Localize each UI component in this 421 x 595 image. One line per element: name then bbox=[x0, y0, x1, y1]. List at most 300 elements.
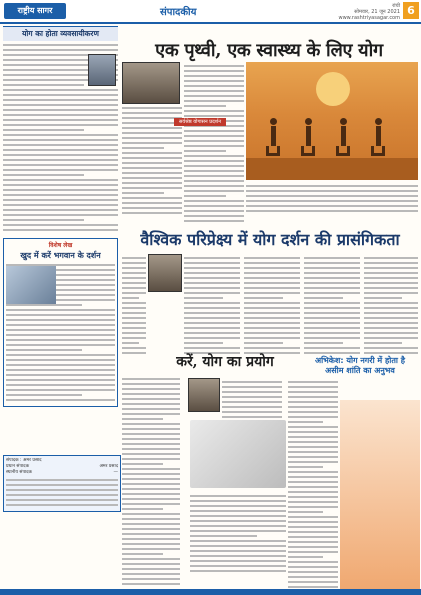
text-line bbox=[122, 488, 180, 490]
left-article-body bbox=[3, 44, 118, 234]
date-block bbox=[330, 3, 400, 21]
text-line bbox=[6, 324, 115, 326]
text-line bbox=[288, 421, 323, 423]
main-article-col-2 bbox=[184, 62, 244, 225]
text-line bbox=[122, 443, 180, 445]
text-line bbox=[244, 337, 300, 339]
text-line bbox=[222, 381, 282, 383]
text-line bbox=[122, 423, 180, 425]
text-line bbox=[122, 117, 182, 119]
text-line bbox=[244, 322, 300, 324]
text-line bbox=[288, 546, 338, 548]
text-line bbox=[6, 484, 118, 486]
text-line bbox=[184, 332, 240, 334]
page-number: 6 bbox=[403, 2, 419, 19]
masthead bbox=[0, 0, 421, 24]
text-line bbox=[244, 282, 300, 284]
text-line bbox=[288, 571, 338, 573]
text-line bbox=[190, 535, 257, 537]
feature-image bbox=[6, 266, 56, 304]
text-line bbox=[122, 393, 180, 395]
text-line bbox=[246, 200, 418, 202]
text-line bbox=[184, 272, 240, 274]
text-line bbox=[288, 401, 338, 403]
text-line bbox=[3, 84, 84, 86]
text-line bbox=[288, 501, 338, 503]
text-line bbox=[122, 383, 180, 385]
text-line bbox=[364, 307, 418, 309]
text-line bbox=[122, 498, 180, 500]
imprint-row: स्थानीय संपादक — bbox=[6, 470, 118, 475]
text-line bbox=[304, 262, 360, 264]
text-line bbox=[6, 374, 115, 376]
text-line bbox=[244, 342, 283, 344]
text-line bbox=[288, 391, 338, 393]
text-line bbox=[288, 431, 338, 433]
text-line bbox=[184, 140, 244, 142]
text-line bbox=[288, 406, 338, 408]
sub-article-col-1 bbox=[184, 254, 240, 357]
text-line bbox=[288, 581, 338, 583]
date-text: सोमवार, 21 जून 2021 bbox=[354, 9, 400, 15]
text-line bbox=[3, 214, 118, 216]
text-line bbox=[304, 307, 360, 309]
sun-shape bbox=[316, 72, 350, 106]
website-url: www.rashtriyasagar.com bbox=[338, 15, 400, 21]
text-line bbox=[6, 334, 115, 336]
text-line bbox=[122, 533, 180, 535]
text-line bbox=[364, 302, 418, 304]
text-line bbox=[122, 327, 146, 329]
sub-article-col-2 bbox=[244, 254, 300, 357]
text-line bbox=[304, 267, 360, 269]
hero-yoga-image bbox=[246, 62, 418, 180]
author-photo bbox=[88, 54, 116, 86]
text-line bbox=[122, 478, 180, 480]
text-line bbox=[6, 369, 115, 371]
text-line bbox=[122, 518, 180, 520]
text-line bbox=[3, 184, 118, 186]
text-line bbox=[122, 408, 180, 410]
text-line bbox=[122, 302, 146, 304]
text-line bbox=[184, 180, 244, 182]
text-line bbox=[122, 573, 180, 575]
text-line bbox=[190, 570, 286, 572]
text-line bbox=[184, 70, 244, 72]
text-line bbox=[364, 287, 418, 289]
feature-title-text: खुद में करें भगवान के दर्शन bbox=[20, 251, 101, 260]
feature-title bbox=[6, 250, 115, 261]
text-line bbox=[122, 137, 182, 139]
text-line bbox=[122, 403, 180, 405]
columnist-photo-3 bbox=[188, 378, 220, 412]
text-line bbox=[288, 566, 338, 568]
text-line bbox=[246, 185, 418, 187]
text-line bbox=[364, 262, 418, 264]
text-line bbox=[6, 364, 115, 366]
text-line bbox=[122, 347, 146, 349]
text-line bbox=[122, 157, 182, 159]
text-line bbox=[288, 551, 338, 553]
yoga-figure bbox=[301, 118, 315, 158]
text-line bbox=[122, 493, 180, 495]
text-line bbox=[288, 526, 338, 528]
yoga-figure bbox=[371, 118, 385, 158]
text-line bbox=[122, 107, 182, 109]
bottom-col-3 bbox=[190, 492, 286, 575]
text-line bbox=[6, 344, 115, 346]
text-line bbox=[3, 204, 118, 206]
text-line bbox=[288, 481, 338, 483]
text-line bbox=[122, 332, 146, 334]
text-line bbox=[122, 292, 146, 294]
text-line bbox=[288, 506, 338, 508]
text-line bbox=[6, 389, 115, 391]
text-line bbox=[6, 339, 115, 341]
text-line bbox=[3, 99, 118, 101]
imprint-box bbox=[3, 455, 121, 512]
text-line bbox=[122, 172, 182, 174]
text-line bbox=[122, 473, 180, 475]
left-column bbox=[3, 26, 118, 407]
text-line bbox=[190, 530, 286, 532]
text-line bbox=[6, 489, 118, 491]
text-line bbox=[288, 491, 338, 493]
text-line bbox=[122, 167, 182, 169]
text-line bbox=[190, 515, 286, 517]
text-line bbox=[122, 257, 146, 259]
text-line bbox=[3, 209, 118, 211]
text-line bbox=[184, 307, 240, 309]
text-line bbox=[122, 578, 180, 580]
date-city: रांची bbox=[392, 3, 400, 9]
text-line bbox=[364, 272, 418, 274]
text-line bbox=[122, 352, 146, 354]
text-line bbox=[3, 174, 84, 176]
text-line bbox=[122, 438, 180, 440]
text-line bbox=[184, 297, 223, 299]
text-line bbox=[184, 175, 244, 177]
text-line bbox=[122, 127, 182, 129]
text-line bbox=[288, 536, 338, 538]
text-line bbox=[304, 312, 360, 314]
text-line bbox=[3, 199, 118, 201]
imprint-line: संपादक : अमर प्रसाद bbox=[6, 458, 42, 463]
hero-caption: सर्वश्रेष्ठ योगासन प्रदर्शन bbox=[174, 118, 226, 126]
text-line bbox=[222, 391, 282, 393]
text-line bbox=[246, 190, 418, 192]
text-line bbox=[6, 349, 82, 351]
text-line bbox=[288, 511, 323, 513]
text-line bbox=[6, 384, 115, 386]
sub-article-col-0 bbox=[122, 254, 146, 357]
text-line bbox=[244, 302, 300, 304]
text-line bbox=[222, 416, 282, 418]
text-line bbox=[3, 134, 118, 136]
text-line bbox=[122, 563, 180, 565]
text-line bbox=[122, 192, 164, 194]
feature-box bbox=[3, 238, 118, 407]
text-line bbox=[364, 277, 418, 279]
text-line bbox=[184, 145, 244, 147]
text-line bbox=[244, 262, 300, 264]
text-line bbox=[244, 317, 300, 319]
text-line bbox=[122, 453, 180, 455]
text-line bbox=[122, 428, 180, 430]
text-line bbox=[3, 149, 118, 151]
text-line bbox=[122, 558, 180, 560]
text-line bbox=[122, 378, 180, 380]
text-line bbox=[184, 150, 226, 152]
text-line bbox=[184, 95, 244, 97]
text-line bbox=[288, 516, 338, 518]
text-line bbox=[244, 347, 300, 349]
text-line bbox=[3, 179, 118, 181]
text-line bbox=[184, 337, 240, 339]
text-line bbox=[184, 215, 244, 217]
text-line bbox=[304, 337, 360, 339]
columnist-photo-2 bbox=[148, 254, 182, 292]
sub-article-col-4 bbox=[364, 254, 418, 357]
text-line bbox=[122, 418, 163, 420]
text-line bbox=[304, 352, 360, 354]
text-line bbox=[304, 282, 360, 284]
text-line bbox=[122, 317, 146, 319]
text-line bbox=[122, 272, 146, 274]
text-line bbox=[288, 496, 338, 498]
text-line bbox=[288, 396, 338, 398]
text-line bbox=[184, 135, 244, 137]
text-line bbox=[184, 65, 244, 67]
text-line bbox=[122, 468, 180, 470]
text-line bbox=[288, 476, 338, 478]
text-line bbox=[122, 262, 146, 264]
text-line bbox=[364, 312, 418, 314]
text-line bbox=[122, 122, 182, 124]
text-line bbox=[246, 195, 418, 197]
text-line bbox=[122, 398, 180, 400]
section-title: संपादकीय bbox=[160, 7, 197, 18]
text-line bbox=[190, 525, 286, 527]
text-line bbox=[3, 124, 118, 126]
text-line bbox=[244, 267, 300, 269]
text-line bbox=[6, 399, 115, 401]
text-line bbox=[3, 219, 84, 221]
text-line bbox=[244, 327, 300, 329]
text-line bbox=[184, 85, 244, 87]
text-line bbox=[190, 565, 286, 567]
masthead-logo: राष्ट्रीय सागर bbox=[4, 3, 66, 19]
text-line bbox=[244, 297, 283, 299]
text-line bbox=[3, 164, 118, 166]
text-line bbox=[288, 416, 338, 418]
text-line bbox=[122, 307, 146, 309]
text-line bbox=[3, 94, 118, 96]
text-line bbox=[184, 200, 244, 202]
text-line bbox=[288, 451, 338, 453]
text-line bbox=[222, 396, 282, 398]
text-line bbox=[184, 277, 240, 279]
text-line bbox=[288, 461, 338, 463]
text-line bbox=[184, 257, 240, 259]
text-line bbox=[288, 486, 338, 488]
text-line bbox=[6, 359, 115, 361]
side-headline: अभिकेश: योग नगरी में होता है असीम शांति का अनुभव bbox=[314, 356, 405, 375]
text-line bbox=[184, 170, 244, 172]
text-line bbox=[304, 257, 360, 259]
text-line bbox=[184, 80, 244, 82]
text-line bbox=[364, 322, 418, 324]
text-line bbox=[184, 100, 244, 102]
text-line bbox=[288, 386, 338, 388]
text-line bbox=[184, 287, 240, 289]
text-line bbox=[222, 411, 282, 413]
hero-below-text bbox=[246, 182, 418, 215]
text-line bbox=[122, 197, 182, 199]
text-line bbox=[244, 287, 300, 289]
text-line bbox=[122, 152, 182, 154]
text-line bbox=[304, 317, 360, 319]
imprint-row: प्रधान संपादक अमर प्रसाद bbox=[6, 464, 118, 469]
text-line bbox=[122, 508, 163, 510]
text-line bbox=[184, 195, 226, 197]
text-line bbox=[244, 277, 300, 279]
text-line bbox=[288, 446, 338, 448]
text-line bbox=[184, 155, 244, 157]
text-line bbox=[3, 139, 118, 141]
text-line bbox=[122, 147, 164, 149]
text-line bbox=[184, 302, 240, 304]
text-line bbox=[364, 342, 402, 344]
text-line bbox=[288, 561, 338, 563]
text-line bbox=[6, 394, 82, 396]
text-line bbox=[122, 553, 163, 555]
text-line bbox=[6, 479, 118, 481]
text-line bbox=[190, 520, 286, 522]
text-line bbox=[6, 314, 115, 316]
text-line bbox=[190, 550, 286, 552]
text-line bbox=[122, 187, 182, 189]
text-line bbox=[184, 267, 240, 269]
text-line bbox=[364, 317, 418, 319]
text-line bbox=[304, 327, 360, 329]
text-line bbox=[288, 466, 323, 468]
text-line bbox=[222, 386, 282, 388]
text-line bbox=[184, 317, 240, 319]
text-line bbox=[288, 381, 338, 383]
yoga-figure bbox=[266, 118, 280, 158]
text-line bbox=[3, 159, 118, 161]
text-line bbox=[364, 332, 418, 334]
text-line bbox=[184, 342, 223, 344]
text-line bbox=[304, 297, 343, 299]
text-line bbox=[288, 576, 338, 578]
text-line bbox=[6, 354, 115, 356]
text-line bbox=[184, 327, 240, 329]
text-line bbox=[304, 277, 360, 279]
text-line bbox=[122, 433, 180, 435]
text-line bbox=[184, 185, 244, 187]
text-line bbox=[184, 220, 244, 222]
text-line bbox=[364, 292, 418, 294]
text-line bbox=[288, 586, 338, 588]
text-line bbox=[6, 309, 115, 311]
text-line bbox=[190, 510, 286, 512]
text-line bbox=[288, 426, 338, 428]
text-line bbox=[364, 352, 418, 354]
text-line bbox=[122, 458, 180, 460]
text-line bbox=[184, 292, 240, 294]
text-line bbox=[190, 495, 286, 497]
text-line bbox=[122, 388, 180, 390]
text-line bbox=[3, 154, 118, 156]
text-line bbox=[190, 540, 286, 542]
sub-article-col-3 bbox=[304, 254, 360, 357]
text-line bbox=[184, 110, 244, 112]
text-line bbox=[122, 287, 146, 289]
yoga-outdoor-image bbox=[340, 400, 420, 590]
text-line bbox=[122, 483, 180, 485]
text-line bbox=[184, 115, 244, 117]
text-line bbox=[222, 401, 282, 403]
text-line bbox=[304, 292, 360, 294]
bottom-col-2 bbox=[222, 378, 282, 421]
text-line bbox=[122, 282, 146, 284]
text-line bbox=[184, 190, 244, 192]
text-line bbox=[184, 105, 226, 107]
text-line bbox=[364, 297, 402, 299]
text-line bbox=[6, 304, 82, 306]
text-line bbox=[184, 165, 244, 167]
text-line bbox=[304, 342, 343, 344]
text-line bbox=[3, 104, 118, 106]
text-line bbox=[6, 379, 115, 381]
bottom-col-4 bbox=[288, 378, 338, 591]
text-line bbox=[288, 471, 338, 473]
text-line bbox=[288, 441, 338, 443]
text-line bbox=[122, 513, 180, 515]
text-line bbox=[184, 205, 244, 207]
text-line bbox=[122, 503, 180, 505]
text-line bbox=[288, 456, 338, 458]
bottom-col-1 bbox=[122, 375, 180, 588]
text-line bbox=[122, 463, 163, 465]
text-line bbox=[288, 436, 338, 438]
text-line bbox=[122, 277, 146, 279]
main-headline: एक पृथ्वी, एक स्वास्थ्य के लिए योग bbox=[155, 40, 383, 61]
text-line bbox=[122, 548, 180, 550]
text-line bbox=[364, 337, 418, 339]
text-line bbox=[184, 90, 244, 92]
text-line bbox=[122, 543, 180, 545]
text-line bbox=[364, 347, 418, 349]
yoga-figure bbox=[336, 118, 350, 158]
bottom-bar bbox=[0, 589, 421, 595]
text-line bbox=[364, 327, 418, 329]
text-line bbox=[304, 347, 360, 349]
text-line bbox=[190, 500, 286, 502]
text-line bbox=[364, 267, 418, 269]
text-line bbox=[288, 541, 338, 543]
text-line bbox=[244, 332, 300, 334]
text-line bbox=[184, 347, 240, 349]
text-line bbox=[184, 130, 244, 132]
text-line bbox=[246, 205, 418, 207]
text-line bbox=[184, 210, 244, 212]
text-line bbox=[122, 322, 146, 324]
text-line bbox=[122, 448, 180, 450]
text-line bbox=[244, 307, 300, 309]
